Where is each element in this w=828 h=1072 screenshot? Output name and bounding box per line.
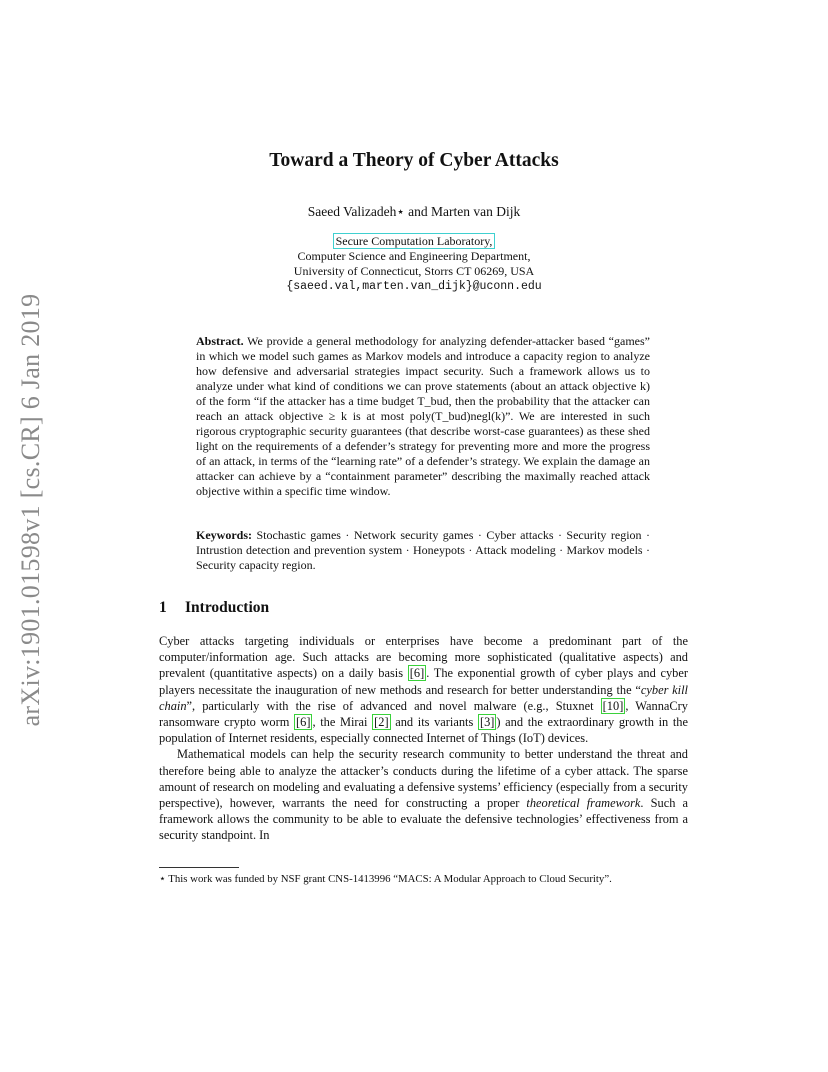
affiliation-block (0, 234, 828, 294)
emphasis: cyber kill chain (159, 682, 688, 713)
abstract (196, 334, 650, 499)
section-heading (159, 599, 269, 617)
text-run: , the Mirai (312, 715, 373, 730)
text-run: . The exponential growth of cyber plays and cyber players necessitate the inauguration of new methods and research for better understanding the “ (159, 666, 688, 697)
abstract-text: We provide a general methodology for analyzing defender-attacker based “games” in which we model such games as Markov models and introduce a capacity region to analyze how defensive and adversarial strategies impact security. Such a framework allows us to analyze under what kind of conditions we can prove statements (about an attack objective k) of the form “if the attacker has a time budget T_bud, then the probability that the attacker can reach an attack objective ≥ k is at most poly(T_bud)negl(k)”. We are interested in such rigorous cryptographic security guarantees (that describe worst-case guarantees) as these shed light on the requirements of a defender’s strategy for preventing more and more the progress of an attack, in terms of the “learning rate” of a defender’s strategy. We explain the damage an attacker can achieve by a “containment parameter” describing the maximally reached attack objective within a specific time window. (196, 334, 650, 498)
footnote-text: ⋆ This work was funded by NSF grant CNS-1413996 “MACS: A Modular Approach to Cloud Security”. (159, 873, 612, 885)
text-run: ”, particularly with the rise of advanced and novel malware (e.g., Stuxnet (186, 698, 601, 713)
arxiv-id: arXiv:1901.01598v1 [cs.CR] 6 Jan 2019 (16, 293, 45, 727)
citation-link[interactable]: [10] (602, 698, 624, 713)
footnote (159, 873, 688, 887)
department: Computer Science and Engineering Department, (297, 249, 531, 263)
email: {saeed.val,marten.van_dijk}@uconn.edu (286, 280, 542, 293)
section-title: Introduction (185, 599, 270, 616)
lab-link[interactable]: Secure Computation Laboratory, (333, 233, 496, 249)
citation-link[interactable]: [6] (409, 666, 425, 681)
text-run: . Such a framework allows the community to be able to evaluate the defensive technologies’ effectiveness from a security standpoint. In (159, 796, 688, 843)
citation-link[interactable]: [2] (374, 715, 389, 730)
paragraph-2 (159, 746, 688, 843)
section-number: 1 (159, 599, 167, 616)
citation-link[interactable]: [6] (296, 715, 311, 730)
paragraph-1 (159, 633, 688, 746)
text-run: , WannaCry ransomware crypto worm (159, 698, 688, 730)
arxiv-sidebar-stamp (8, 293, 54, 727)
university: University of Connecticut, Storrs CT 06269, USA (293, 264, 535, 278)
text-run: ) and the extraordinary growth in the population of Internet residents, especially connected Internet of Things (IoT) devices. (159, 715, 688, 746)
abstract-label: Abstract. (196, 334, 244, 348)
text-run: Mathematical models can help the security research community to better understand the threat and therefore being able to analyze the attacker’s conducts during the lifetime of a cyber attack. The sparse amount of research on modeling and evaluating a defensive systems’ efficiency (especially from a security perspective), however, warrants the need for constructing a proper (159, 747, 688, 811)
body-text (159, 633, 688, 844)
keywords-text: Stochastic games · Network security games · Cyber attacks · Security region · Intrustion detection and prevention system · Honeypots · Attack modeling · Markov models · Security capacity region. (196, 528, 651, 572)
emphasis: theoretical framework (526, 796, 641, 811)
footnote-rule (159, 867, 239, 868)
text-run: and its variants (390, 715, 478, 730)
keywords-label: Keywords: (196, 528, 252, 542)
citation-link[interactable]: [3] (479, 715, 495, 730)
paper-title: Toward a Theory of Cyber Attacks (269, 150, 559, 171)
keywords (196, 528, 650, 573)
text-run: Cyber attacks targeting individuals or enterprises have become a predominant part of the computer/information age. Such attacks are becoming more sophisticated (qualitative aspects) and prevalent (quantitative aspects) on a daily basis (159, 634, 688, 681)
author-list: Saeed Valizadeh⋆ and Marten van Dijk (307, 204, 521, 219)
